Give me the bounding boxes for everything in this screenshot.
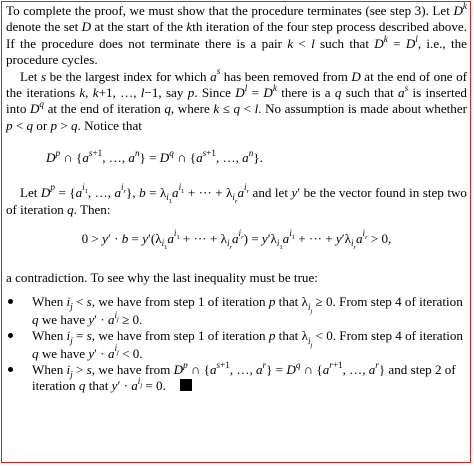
case-list — [6, 294, 467, 395]
paragraph-2: Let s be the largest index for which $a^s$ has been removed from D at the end of one of the iterations k, k+1, …, l−1, say p. Since $D^l = D^k$ there is a q such that $a^s$ is inserted into $D^q$ at the end of iteration q, where k ≤ q < l. No assumption is made about whether p < q or p > q. Notice that — [6, 66, 468, 133]
case-item: When $i_j = s$, we have from step 1 of iteration p that $\lambda_{i_j} < 0$. From step 4 of iteration q we have $y' \cdot a^{i_j} < 0$. — [6, 328, 467, 362]
case-item: When $i_j > s$, we have from $D^p$ ∩ {$a^{s+1}$, …, $a^r\} = D^q$ ∩ {$a^{r+1}$, …, $a^r$} and step 2 of iteration q that $y' \cdot a^{i_j} = 0$. — [6, 362, 467, 395]
bullet-icon — [8, 333, 13, 338]
proof-text — [6, 3, 467, 395]
paragraph-1: To complete the proof, we must show that the procedure terminates (see step 3). Let $D^k$ denote the set D at the start of the kth iteration of the four step process described above. If the procedure does not terminate there is a pair k < l such that $D^k = D^l$, i.e., the procedure cycles. — [6, 1, 467, 68]
bullet-icon — [8, 367, 13, 372]
equation-1: $D^p$ ∩ {$a^{s+1}$, …, $a^n\} = D^q$ ∩ {$a^{s+1}$, …, $a^n$}. — [46, 147, 263, 166]
qed-square-icon — [180, 379, 192, 391]
equation-2: $0 > y' \cdot b = y'(\lambda_{i_1}a^{i_1}$ + ··· + $\lambda_{i_r}a^{i_r}) = y'\lambda_{i_1}a^{i_1}$ + ··· + $y'\lambda_{i_r}a^{i_r} > 0$, — [81, 228, 392, 251]
paragraph-3: Let $D^p = \{a^{i_1}$, …, $a^{i_r}$}, $b = \lambda_{i_1}a^{i_1}$ + ··· + $\lambda_{i_r}a^{i_r}$ and let y′ be the vector found in step two of iteration q. Then: — [6, 182, 467, 218]
paragraph-4: a contradiction. To see why the last inequality must be true: — [6, 269, 318, 285]
case-item: When $i_j < s$, we have from step 1 of iteration p that $\lambda_{i_j} \ge 0$. From step 4 of iteration q we have $y' \cdot a^{i_j} \ge 0$. — [6, 294, 467, 328]
document-frame — [1, 1, 471, 463]
bullet-icon — [8, 299, 13, 304]
